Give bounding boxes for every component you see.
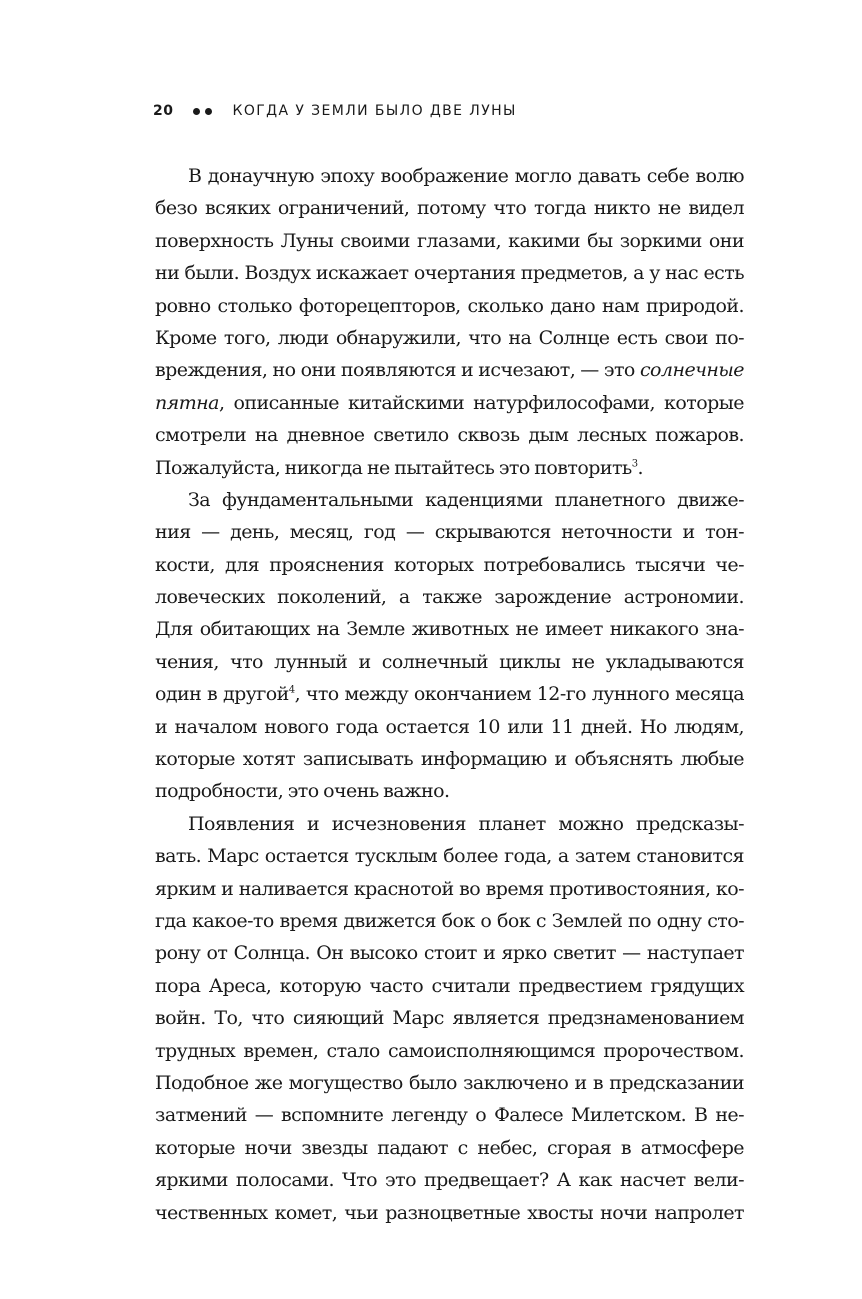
text-line [155, 387, 744, 419]
text-line: трудных времен, стало самоисполняющимся пророчеством. [155, 1039, 744, 1062]
text-run: Пожалуйста, никогда не пытайтесь это повторить [155, 456, 632, 479]
text-line: подробности, это очень важно. [155, 780, 450, 803]
italic-term: пятна [155, 391, 219, 414]
text-line [155, 354, 744, 386]
text-line [155, 452, 744, 484]
footnote-marker: 3 [631, 458, 638, 470]
text-run: . [637, 456, 644, 479]
text-line: и началом нового года остается 10 или 11 дней. Но людям, [155, 715, 744, 738]
text-line: ловеческих поколений, а также зарождение астрономии. [155, 586, 744, 609]
text-line: Появления и исчезновения планет можно предсказы- [188, 812, 744, 835]
text-line: чения, что лунный и солнечный циклы не укладываются [155, 650, 744, 673]
running-head [153, 101, 517, 121]
text-line: кости, для прояснения которых потребовались тысячи че- [155, 553, 744, 576]
text-line: яркими полосами. Что это предвещает? А как насчет вели- [155, 1169, 744, 1192]
text-line: ярким и наливается краснотой во время противостояния, ко- [155, 877, 744, 900]
text-line: которые ночи звезды падают с небес, сгорая в атмосфере [155, 1136, 744, 1159]
text-line [155, 678, 744, 710]
text-line: поверхность Луны своими глазами, какими бы зоркими они [155, 229, 744, 252]
text-line: ни были. Воздух искажает очертания предметов, а у нас есть [155, 262, 744, 285]
text-line: пора Ареса, которую часто считали предвестием грядущих [155, 974, 744, 997]
page-number: 20 [153, 103, 174, 119]
text-run: , описанные китайскими натурфилософами, которые [218, 391, 744, 414]
text-line: смотрели на дневное светило сквозь дым лесных пожаров. [155, 424, 744, 447]
text-line: Кроме того, люди обнаружили, что на Солнце есть свои по- [155, 326, 744, 349]
ornament-dots [193, 108, 212, 115]
text-line: ровно столько фоторецепторов, сколько дано нам природой. [155, 294, 744, 317]
dot-icon [205, 108, 212, 115]
text-line: Подобное же могущество было заключено и в предсказании [155, 1071, 744, 1094]
dot-icon [193, 108, 200, 115]
text-line: ния — день, месяц, год — скрываются неточности и тон- [155, 521, 744, 544]
text-line: Для обитающих на Земле животных не имеет никакого зна- [155, 618, 744, 641]
text-run: один в другой [155, 683, 289, 706]
text-line: В донаучную эпоху воображение могло давать себе волю [188, 165, 744, 187]
text-run: , что между окончанием 12-го лунного месяца [294, 683, 744, 706]
text-line: За фундаментальными каденциями планетного движе- [188, 488, 744, 511]
italic-term: солнечные [639, 359, 744, 382]
footnote-marker: 4 [288, 684, 295, 696]
text-line: гда какое-то время движется бок о бок с Землей по одну сто- [155, 909, 744, 932]
text-line: вать. Марс остается тусклым более года, а затем становится [155, 845, 744, 868]
running-title: КОГДА У ЗЕМЛИ БЫЛО ДВЕ ЛУНЫ [232, 103, 517, 119]
text-line: рону от Солнца. Он высоко стоит и ярко светит — наступает [155, 942, 744, 965]
text-line: безо всяких ограничений, потому что тогда никто не видел [155, 197, 744, 220]
text-line: которые хотят записывать информацию и объяснять любые [155, 748, 744, 771]
body-text [155, 160, 744, 1229]
text-line: затмений — вспомните легенду о Фалесе Милетском. В не- [155, 1104, 744, 1127]
text-line: чественных комет, чьи разноцветные хвосты ночи напролет [155, 1201, 744, 1224]
text-run: вреждения, но они появляются и исчезают, — это [155, 359, 640, 382]
text-line: войн. То, что сияющий Марс является предзнаменованием [155, 1007, 744, 1030]
